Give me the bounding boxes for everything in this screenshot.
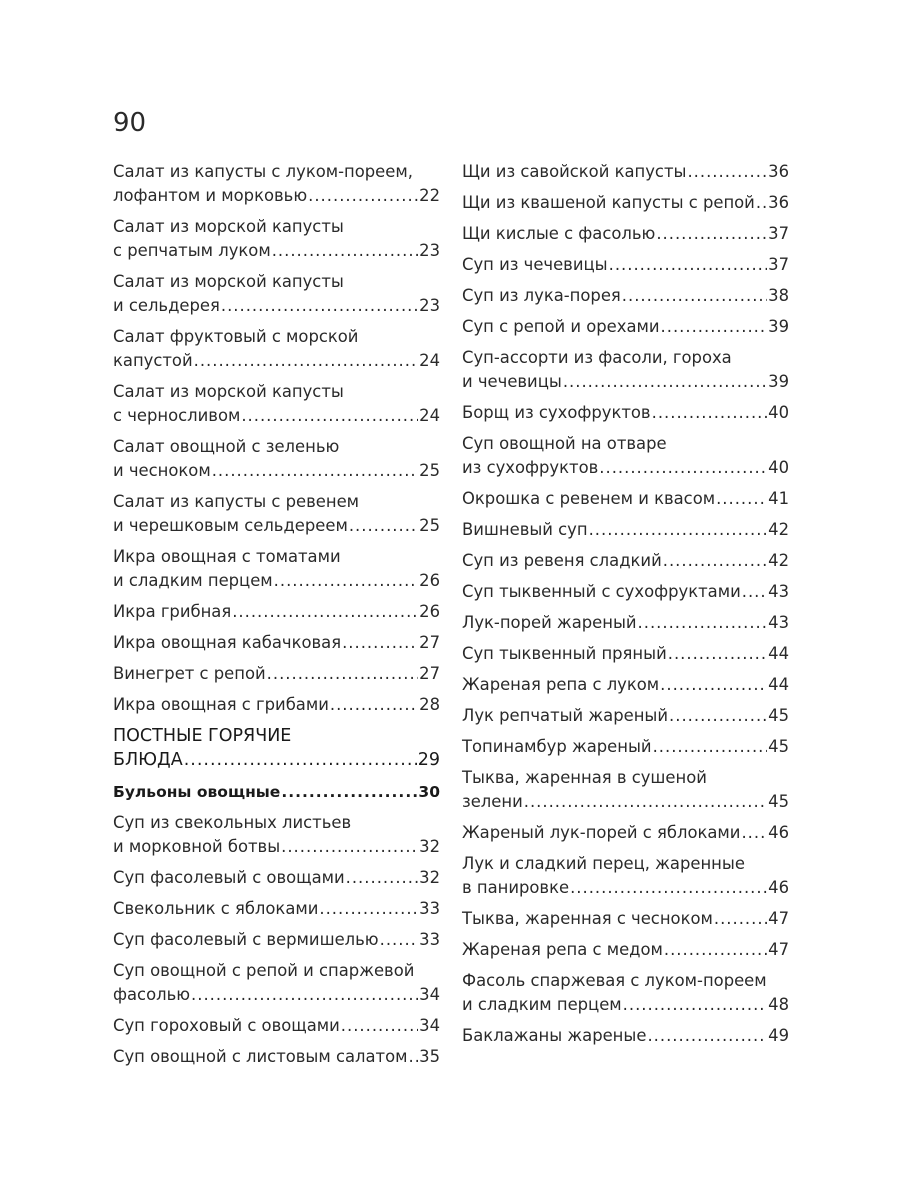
- leader-dots: [669, 704, 767, 728]
- toc-entry-page: 43: [768, 582, 789, 601]
- toc-entry-page: 37: [768, 224, 789, 243]
- toc-entry-title: и морковной ботвы: [113, 837, 281, 856]
- toc-entry-title: и сладким перцем: [113, 571, 273, 590]
- toc-entry-title: Суп фасолевый с овощами: [113, 868, 345, 887]
- toc-entry-title-line1: Суп овощной на отваре: [462, 434, 667, 453]
- toc-column-right: [462, 160, 789, 1055]
- toc-entry-title: и чечевицы: [462, 372, 562, 391]
- toc-entry-title: с репчатым луком: [113, 241, 271, 260]
- toc-entry-title-line1: Салат из морской капусты: [113, 272, 344, 291]
- toc-entry-title: Суп овощной с листовым салатом: [113, 1047, 408, 1066]
- toc-entry: [113, 631, 440, 655]
- leader-dots: [380, 928, 419, 952]
- toc-entry: [462, 642, 789, 666]
- toc-entry-title-line1: Салат из капусты с ревенем: [113, 492, 360, 511]
- toc-entry: [462, 160, 789, 184]
- toc-entry-title: Винегрет с репой: [113, 664, 266, 683]
- toc-entry-page: 45: [768, 792, 789, 811]
- toc-entry: [113, 325, 440, 373]
- toc-entry-title: Лук-порей жареный: [462, 613, 637, 632]
- toc-entry-title: БЛЮДА: [113, 750, 183, 770]
- toc-entry-title: Вишневый суп: [462, 520, 588, 539]
- leader-dots: [341, 1014, 418, 1038]
- toc-entry-title: Икра овощная кабачковая: [113, 633, 342, 652]
- toc-entry: [113, 215, 440, 263]
- toc-entry-title: из сухофруктов: [462, 458, 599, 477]
- toc-entry: [113, 600, 440, 624]
- toc-entry-title: Суп из лука-порея: [462, 286, 621, 305]
- toc-entry: [462, 549, 789, 573]
- toc-entry-title: Суп из ревеня сладкий: [462, 551, 662, 570]
- leader-dots: [241, 404, 418, 428]
- toc-entry: [462, 401, 789, 425]
- toc-entry-page: 37: [768, 255, 789, 274]
- toc-entry: [113, 693, 440, 717]
- toc-entry-title: Тыква, жаренная с чесноком: [462, 909, 713, 928]
- toc-entry-title: с черносливом: [113, 406, 241, 425]
- toc-entry-page: 48: [768, 995, 789, 1014]
- toc-entry-page: 47: [768, 909, 789, 928]
- toc-entry-title: Жареный лук-порей с яблоками: [462, 823, 741, 842]
- toc-entry: [462, 222, 789, 246]
- toc-entry-title: Икра овощная с грибами: [113, 695, 329, 714]
- leader-dots: [563, 370, 767, 394]
- toc-entry-title: Суп тыквенный с сухофруктами: [462, 582, 741, 601]
- toc-entry: [113, 866, 440, 890]
- toc-entry: [462, 580, 789, 604]
- toc-entry-title: Лук репчатый жареный: [462, 706, 669, 725]
- toc-entry-page: 39: [768, 317, 789, 336]
- toc-entry-page: 23: [419, 296, 440, 315]
- toc-entry-page: 36: [768, 193, 789, 212]
- toc-entry-page: 45: [768, 737, 789, 756]
- leader-dots: [660, 673, 767, 697]
- toc-entry: [462, 518, 789, 542]
- leader-dots: [524, 790, 767, 814]
- toc-entry: [113, 959, 440, 1007]
- leader-dots: [622, 284, 767, 308]
- toc-entry-title-line1: Суп овощной с репой и спаржевой: [113, 961, 415, 980]
- leader-dots: [191, 983, 418, 1007]
- toc-entry-title: Топинамбур жареный: [462, 737, 652, 756]
- toc-entry: [462, 1024, 789, 1048]
- toc-entry-page: 33: [419, 899, 440, 918]
- toc-entry-title-line1: Салат из капусты с луком-пореем,: [113, 162, 413, 181]
- toc-entry: [462, 432, 789, 480]
- toc-entry: [113, 270, 440, 318]
- leader-dots: [647, 1024, 767, 1048]
- leader-dots: [570, 876, 767, 900]
- toc-entry-title-line1: Салат из морской капусты: [113, 382, 344, 401]
- toc-entry-page: 46: [768, 823, 789, 842]
- leader-dots: [638, 611, 768, 635]
- toc-entry: [113, 662, 440, 686]
- toc-entry: [462, 487, 789, 511]
- toc-entry-title: Суп тыквенный пряный: [462, 644, 667, 663]
- toc-entry-title: Суп фасолевый с вермишелью: [113, 930, 379, 949]
- toc-entry: [462, 346, 789, 394]
- leader-dots: [408, 1045, 418, 1069]
- leader-dots: [623, 993, 767, 1017]
- toc-entry-page: 28: [419, 695, 440, 714]
- toc-entry-page: 24: [419, 351, 440, 370]
- toc-entry-page: 43: [768, 613, 789, 632]
- toc-entry: [462, 673, 789, 697]
- toc-entry-page: 45: [768, 706, 789, 725]
- toc-entry: [462, 704, 789, 728]
- leader-dots: [653, 735, 768, 759]
- toc-entry: [462, 766, 789, 814]
- leader-dots: [342, 631, 418, 655]
- toc-entry-title: Щи кислые с фасолью: [462, 224, 656, 243]
- toc-entry-title: Борщ из сухофруктов: [462, 403, 651, 422]
- leader-dots: [281, 780, 417, 804]
- toc-entry-title-line1: Салат фруктовый с морской: [113, 327, 359, 346]
- toc-entry: [113, 1045, 440, 1069]
- toc-entry-title-line1: Салат овощной с зеленью: [113, 437, 340, 456]
- leader-dots: [346, 866, 419, 890]
- toc-entry-title: Окрошка с ревенем и квасом: [462, 489, 716, 508]
- toc-section-heading: [113, 724, 440, 772]
- toc-entry: [113, 435, 440, 483]
- toc-entry-page: 42: [768, 520, 789, 539]
- leader-dots: [194, 349, 419, 373]
- leader-dots: [330, 693, 418, 717]
- toc-entry-title: в панировке: [462, 878, 570, 897]
- toc-entry-page: 33: [419, 930, 440, 949]
- toc-entry-page: 25: [419, 516, 440, 535]
- toc-entry-title: и черешковым сельдереем: [113, 516, 348, 535]
- toc-entry-page: 40: [768, 458, 789, 477]
- toc-entry-page: 30: [418, 783, 440, 801]
- toc-entry: [462, 191, 789, 215]
- toc-entry: [113, 811, 440, 859]
- toc-entry-title: Суп из чечевицы: [462, 255, 608, 274]
- toc-entry-page: 42: [768, 551, 789, 570]
- toc-entry: [113, 380, 440, 428]
- toc-entry-title: зелени: [462, 792, 523, 811]
- page-number: 90: [113, 108, 147, 138]
- toc-entry: [462, 821, 789, 845]
- toc-entry-page: 47: [768, 940, 789, 959]
- toc-entry-page: 34: [419, 1016, 440, 1035]
- leader-dots: [663, 549, 767, 573]
- toc-entry-page: 26: [419, 571, 440, 590]
- toc-entry-page: 41: [768, 489, 789, 508]
- toc-column-left: [113, 160, 440, 1076]
- toc-entry-title: Жареная репа с медом: [462, 940, 663, 959]
- leader-dots: [319, 897, 418, 921]
- leader-dots: [212, 459, 418, 483]
- toc-entry-title: фасолью: [113, 985, 191, 1004]
- leader-dots: [664, 938, 767, 962]
- leader-dots: [267, 662, 418, 686]
- toc-entry: [113, 490, 440, 538]
- toc-entry-page: 36: [768, 162, 789, 181]
- toc-entry-page: 26: [419, 602, 440, 621]
- leader-dots: [656, 222, 767, 246]
- leader-dots: [232, 600, 418, 624]
- toc-entry: [462, 938, 789, 962]
- toc-entry-page: 32: [419, 837, 440, 856]
- toc-entry-page: 23: [419, 241, 440, 260]
- leader-dots: [308, 184, 418, 208]
- toc-entry-title-line1: Суп из свекольных листьев: [113, 813, 352, 832]
- leader-dots: [281, 835, 418, 859]
- toc-entry-title-line1: Икра овощная с томатами: [113, 547, 341, 566]
- toc-entry-title: и сладким перцем: [462, 995, 622, 1014]
- toc-entry-title: Щи из квашеной капусты с репой: [462, 193, 755, 212]
- toc-entry-title: Баклажаны жареные: [462, 1026, 647, 1045]
- toc-entry-title: и чесноком: [113, 461, 211, 480]
- toc-entry-title-line1: Суп-ассорти из фасоли, гороха: [462, 348, 732, 367]
- toc-entry-title: Бульоны овощные: [113, 783, 281, 801]
- toc-entry: [113, 897, 440, 921]
- leader-dots: [349, 514, 418, 538]
- toc-entry-title: Жареная репа с луком: [462, 675, 660, 694]
- leader-dots: [599, 456, 767, 480]
- toc-entry: [462, 253, 789, 277]
- toc-entry-page: 40: [768, 403, 789, 422]
- toc-entry-page: 22: [419, 186, 440, 205]
- leader-dots: [668, 642, 767, 666]
- toc-entry: [462, 735, 789, 759]
- leader-dots: [756, 191, 767, 215]
- leader-dots: [716, 487, 767, 511]
- toc-entry-page: 39: [768, 372, 789, 391]
- toc-entry-title: Суп с репой и орехами: [462, 317, 660, 336]
- toc-entry-title: капустой: [113, 351, 193, 370]
- toc-entry: [113, 928, 440, 952]
- toc-entry-title-line1: Салат из морской капусты: [113, 217, 344, 236]
- toc-entry: [462, 611, 789, 635]
- leader-dots: [274, 569, 418, 593]
- toc-entry-page: 44: [768, 675, 789, 694]
- toc-entry-page: 46: [768, 878, 789, 897]
- toc-entry-title-line1: Лук и сладкий перец, жаренные: [462, 854, 745, 873]
- toc-entry-page: 34: [419, 985, 440, 1004]
- leader-dots: [714, 907, 767, 931]
- toc-entry-page: 25: [419, 461, 440, 480]
- toc-entry: [113, 780, 440, 804]
- toc-entry-page: 44: [768, 644, 789, 663]
- leader-dots: [609, 253, 768, 277]
- leader-dots: [741, 821, 767, 845]
- toc-entry: [462, 969, 789, 1017]
- toc-entry-title: лофантом и морковью: [113, 186, 308, 205]
- toc-entry: [462, 852, 789, 900]
- leader-dots: [687, 160, 767, 184]
- toc-entry-page: 27: [419, 633, 440, 652]
- toc-entry-title-line1: Фасоль спаржевая с луком-пореем: [462, 971, 767, 990]
- toc-entry-title: и сельдерея: [113, 296, 220, 315]
- leader-dots: [742, 580, 767, 604]
- toc-entry: [462, 907, 789, 931]
- toc-entry-page: 35: [419, 1047, 440, 1066]
- toc-entry-title: Суп гороховый с овощами: [113, 1016, 340, 1035]
- toc-entry-page: 38: [768, 286, 789, 305]
- toc-entry-title: Свекольник с яблоками: [113, 899, 319, 918]
- leader-dots: [221, 294, 418, 318]
- toc-entry-title-line1: Тыква, жаренная в сушеной: [462, 768, 707, 787]
- toc-entry: [113, 1014, 440, 1038]
- toc-entry: [113, 160, 440, 208]
- leader-dots: [272, 239, 418, 263]
- toc-entry: [113, 545, 440, 593]
- toc-entry: [462, 315, 789, 339]
- toc-entry-title: Щи из савойской капусты: [462, 162, 687, 181]
- toc-entry-page: 49: [768, 1026, 789, 1045]
- toc-entry-page: 32: [419, 868, 440, 887]
- leader-dots: [652, 401, 768, 425]
- toc-entry-page: 24: [419, 406, 440, 425]
- toc-entry-page: 27: [419, 664, 440, 683]
- leader-dots: [589, 518, 768, 542]
- leader-dots: [184, 748, 417, 772]
- toc-entry-title: Икра грибная: [113, 602, 232, 621]
- toc-entry-title-line1: ПОСТНЫЕ ГОРЯЧИЕ: [113, 726, 292, 746]
- toc-entry-page: 29: [417, 750, 440, 770]
- toc-entry: [462, 284, 789, 308]
- leader-dots: [661, 315, 768, 339]
